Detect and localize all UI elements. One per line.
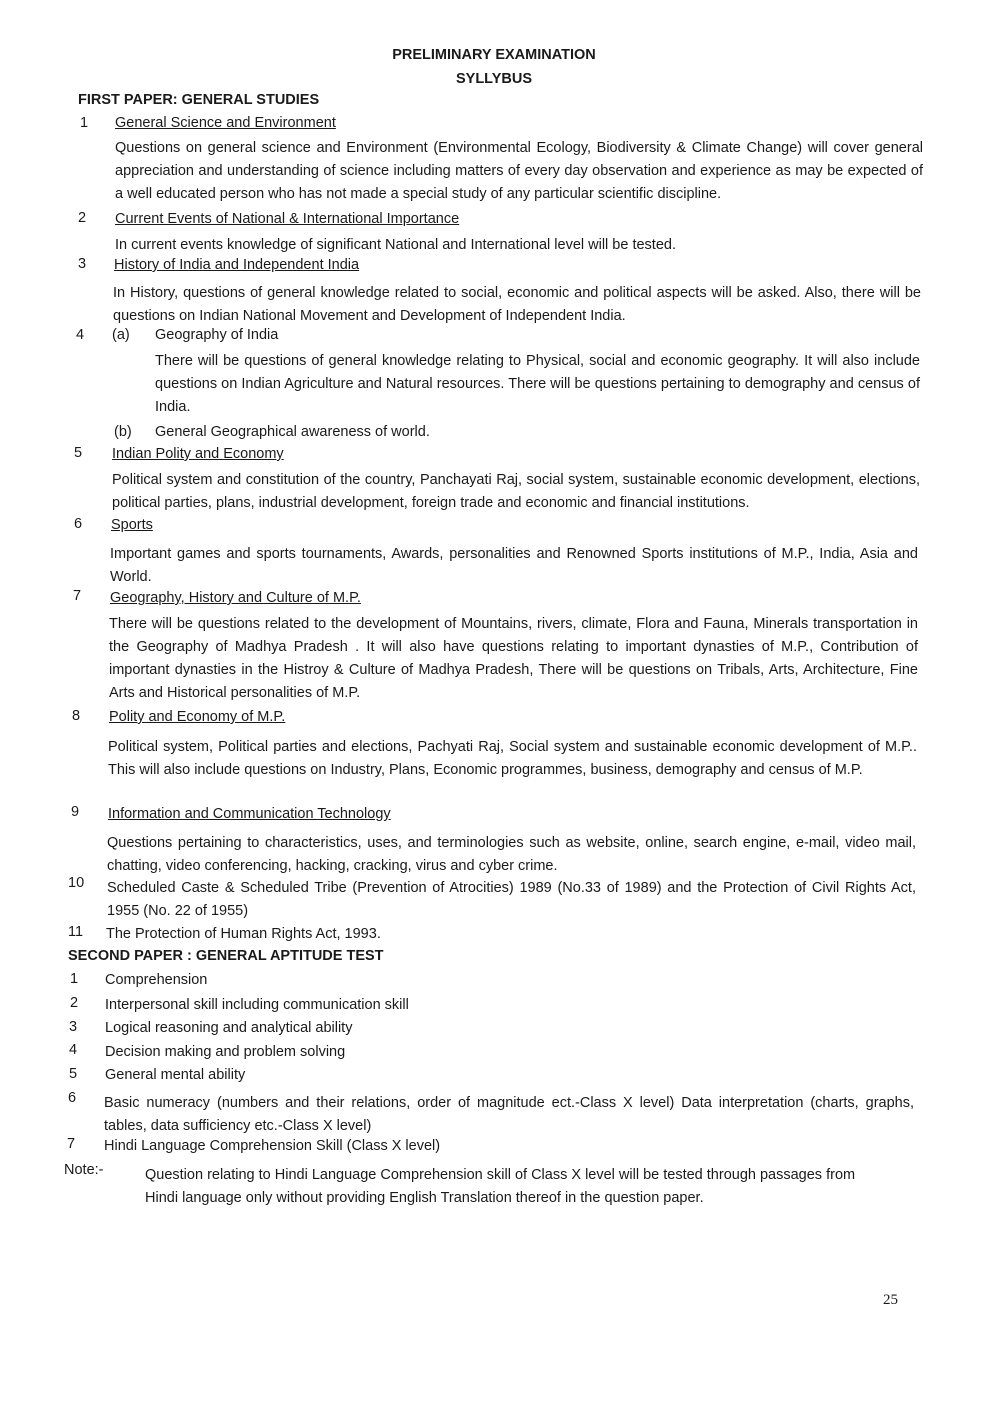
item-text: Logical reasoning and analytical ability (105, 1020, 353, 1036)
item-number: 8 (72, 708, 81, 724)
item-number: 6 (68, 1090, 77, 1106)
item-text: Questions pertaining to characteristics, uses, and terminologies such as website, online, search engine, e-mail, video mail, chatting, video conferencing, hacking, cracking, virus and cyber crime. (107, 835, 916, 874)
item-text: In History, questions of general knowledge related to social, economic and political aspects will be asked. Also, there will be questions on Indian National Movement and Development of Independent India. (113, 285, 921, 324)
item-title: History of India and Independent India (114, 257, 360, 273)
subitem-text: There will be questions of general knowledge relating to Physical, social and economic geography. It will also include questions on Indian Agriculture and Natural resources. There will be questions pertaining to demography and census of India. (155, 353, 920, 415)
item-text: Questions on general science and Environment (Environmental Ecology, Biodiversity & Climate Change) will cover general appreciation and understanding of science including matters of every day observation and experience as may be expected of a well educated person who has not made a special study of any particular scientific discipline. (115, 140, 923, 202)
subitem-title: Geography of India (155, 327, 279, 343)
item-text: There will be questions related to the development of Mountains, rivers, climate, Flora and Fauna, Minerals transportation in the Geography of Madhya Pradesh . It will also have questions relating to important dynasties of M.P., Contribution of important dynasties in the Histroy & Culture of Madhya Pradesh, There will be questions on Tribals, Arts, Architecture, Fine Arts and Historical personalities of M.P. (109, 616, 918, 701)
item-number: 4 (76, 327, 85, 343)
subitem-label: (a) (112, 327, 130, 343)
item-number: 6 (74, 516, 83, 532)
item-text: Important games and sports tournaments, Awards, personalities and Renowned Sports institutions of M.P., India, Asia and World. (110, 546, 918, 585)
item-number: 10 (68, 875, 85, 891)
item-number: 7 (73, 588, 82, 604)
note-label: Note:- (64, 1162, 104, 1178)
item-text: Comprehension (105, 972, 208, 988)
item-text: In current events knowledge of significant National and International level will be tested. (115, 237, 676, 253)
item-text: Hindi Language Comprehension Skill (Class X level) (104, 1138, 441, 1154)
item-number: 1 (70, 971, 79, 987)
item-text: Decision making and problem solving (105, 1044, 346, 1060)
item-title: Information and Communication Technology (108, 806, 391, 822)
item-number: 11 (68, 924, 84, 940)
second-paper-heading: SECOND PAPER : GENERAL APTITUDE TEST (68, 948, 384, 964)
first-paper-heading: FIRST PAPER: GENERAL STUDIES (78, 92, 320, 108)
subitem-label: (b) (114, 424, 132, 440)
item-title: Polity and Economy of M.P. (109, 709, 286, 725)
item-text: Political system and constitution of the country, Panchayati Raj, social system, sustainable economic development, elections, political parties, plans, industrial development, foreign trade and economic and financial institutions. (112, 472, 920, 511)
item-number: 1 (80, 115, 89, 131)
item-title: Geography, History and Culture of M.P. (110, 590, 361, 606)
document-subtitle: SYLLYBUS (455, 71, 532, 87)
item-text: Interpersonal skill including communication skill (105, 997, 409, 1013)
item-text: General mental ability (105, 1067, 246, 1083)
item-title: Current Events of National & International Importance (115, 211, 460, 227)
item-number: 7 (67, 1136, 76, 1152)
item-text: Basic numeracy (numbers and their relations, order of magnitude ect.-Class X level) Data interpretation (charts, graphs, tables, data sufficiency etc.-Class X level) (104, 1095, 914, 1134)
subitem-text: General Geographical awareness of world. (155, 424, 430, 440)
item-number: 4 (69, 1042, 78, 1058)
item-number: 2 (70, 995, 79, 1011)
item-number: 9 (71, 804, 80, 820)
page-number: 25 (883, 1292, 898, 1308)
item-number: 3 (78, 256, 87, 272)
item-title: General Science and Environment (115, 115, 336, 131)
item-number: 5 (74, 445, 83, 461)
item-number: 3 (69, 1019, 78, 1035)
item-text: The Protection of Human Rights Act, 1993. (106, 926, 381, 942)
item-text: Political system, Political parties and elections, Pachyati Raj, Social system and sustainable economic development of M.P.. This will also include questions on Industry, Plans, Economic programmes, business, demography and census of M.P. (108, 739, 917, 778)
note-text: Question relating to Hindi Language Comprehension skill of Class X level will be tested through passages from Hindi language only without providing English Translation thereof in the question paper. (145, 1167, 856, 1206)
document-title: PRELIMINARY EXAMINATION (392, 47, 596, 63)
item-number: 2 (78, 210, 87, 226)
item-text: Scheduled Caste & Scheduled Tribe (Prevention of Atrocities) 1989 (No.33 of 1989) and the Protection of Civil Rights Act, 1955 (No. 22 of 1955) (107, 880, 916, 919)
item-title: Sports (111, 517, 153, 533)
item-number: 5 (69, 1066, 78, 1082)
item-title: Indian Polity and Economy (112, 446, 284, 462)
